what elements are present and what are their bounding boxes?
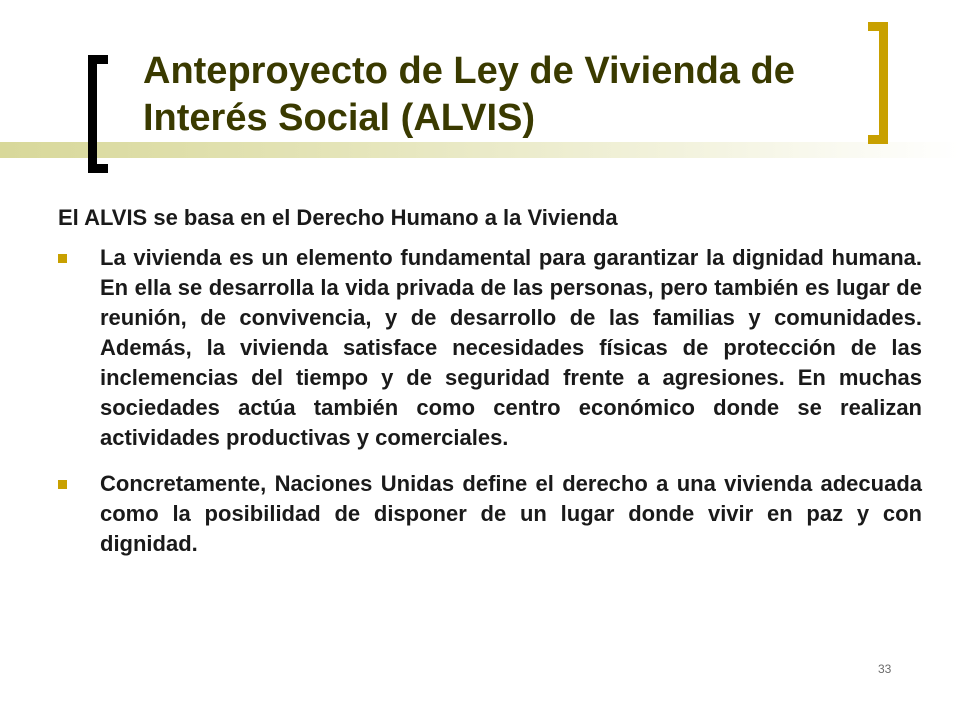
square-bullet-icon	[58, 480, 67, 489]
left-bracket-decoration	[88, 55, 108, 173]
square-bullet-icon	[58, 254, 67, 263]
slide-title-line-1: Anteproyecto de Ley de Vivienda de	[143, 50, 795, 92]
bullet-item	[58, 243, 922, 453]
slide-number: 33	[878, 662, 892, 676]
bullet-text: Concretamente, Naciones Unidas define el derecho a una vivienda adecuada como la posibilidad de disponer de un lugar donde vivir en paz y con dignidad.	[100, 471, 922, 556]
slide-title-line-2: Interés Social (ALVIS)	[143, 97, 536, 139]
bullet-list	[58, 243, 922, 575]
bullet-item	[58, 469, 922, 559]
header-gradient-bar	[0, 142, 960, 158]
bullet-text: La vivienda es un elemento fundamental para garantizar la dignidad humana. En ella se desarrolla la vida privada de las personas, pero también es lugar de reunión, de convivencia, y de desarrollo de las familias y comunidades. Además, la vivienda satisface necesidades físicas de protección de las inclemencias del tiempo y de seguridad frente a agresiones. En muchas sociedades actúa también como centro económico donde se realizan actividades productivas y comerciales.	[100, 245, 922, 450]
slide-title	[143, 48, 873, 142]
intro-heading: El ALVIS se basa en el Derecho Humano a la Vivienda	[58, 205, 618, 230]
